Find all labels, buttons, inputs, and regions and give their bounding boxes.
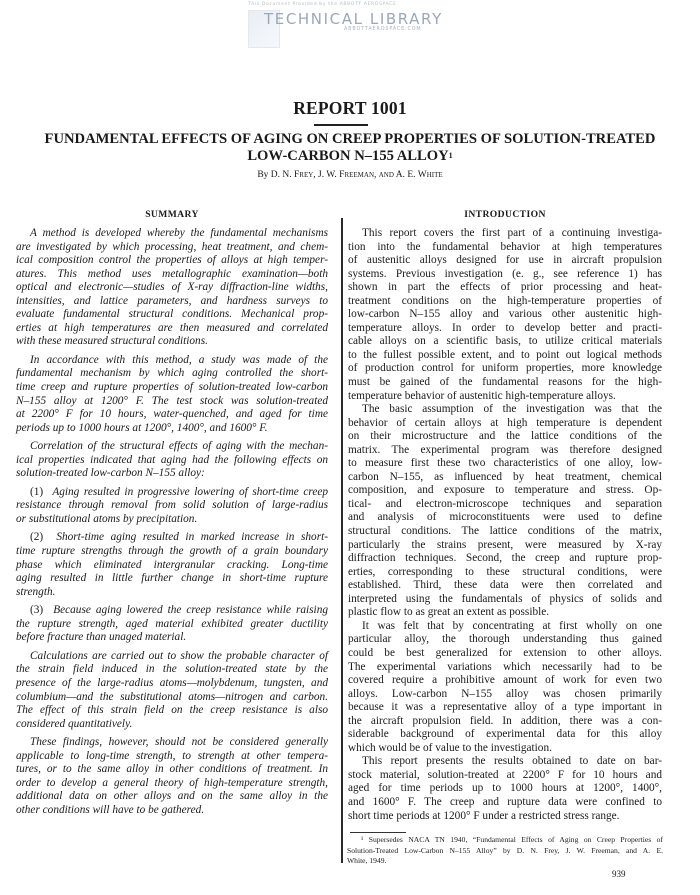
footnote-rule xyxy=(350,832,406,833)
text-line: The effect of this strain field on the creep resistance is also xyxy=(16,704,328,717)
text-line: with these measured structural conditions. xyxy=(16,335,208,348)
title-line-2-text: LOW-CARBON N–155 ALLOY xyxy=(247,148,449,164)
paragraph xyxy=(16,227,328,349)
text-line: the strain field induced in the solution-treated state by the xyxy=(16,663,328,676)
text-line xyxy=(16,604,328,618)
text-line: The basic assumption of the investigation was that the xyxy=(362,403,662,416)
text-line: resistance through removal from solid solution of large-radius xyxy=(16,499,328,512)
list-number: (2) xyxy=(30,531,44,544)
text-line: must be gained of the fundamental reasons for the high- xyxy=(348,376,662,389)
text-line: of production control for uniform properties, more knowledge xyxy=(348,362,662,375)
text-line: solution-treated low-carbon N–155 alloy: xyxy=(16,467,205,480)
paragraph xyxy=(16,531,328,599)
text-line: diffraction techniques. Second, the creep and rupture prop- xyxy=(348,552,662,565)
text-line: time creep and rupture properties of solution-treated low-carbon xyxy=(16,381,328,394)
text-line xyxy=(16,486,328,500)
authors-line xyxy=(0,170,700,180)
abbott-aerospace-watermark xyxy=(248,2,448,44)
text-line: behavior of certain alloys at high temperature is dependent xyxy=(348,416,662,429)
text-line: considered quantitatively. xyxy=(16,717,133,730)
text-line: because it was a representative alloy of a type important in xyxy=(348,701,662,714)
paragraph xyxy=(348,755,662,823)
watermark-provider-text: This Document Provided by the ABBOTT AEROSPACE xyxy=(248,2,397,7)
text-line: or substitutional atoms by precipitation. xyxy=(16,512,198,525)
text-line: are investigated by which processing, heat treatment, and chem- xyxy=(16,240,328,253)
text-line: systems. Previous investigation (e. g., see reference 1) has xyxy=(348,267,662,280)
text-line: N–155 alloy at 1200° F. The test stock was solution-treated xyxy=(16,394,328,407)
text-line: plastic flow to as great an extent as possible. xyxy=(348,606,550,619)
text-line: tion into the fundamental behavior at high temperatures xyxy=(348,240,662,253)
text-line: low-carbon N–155 alloy and various other austenitic high- xyxy=(348,308,662,321)
text-line: composition, and exposure to temperature and stress. Op- xyxy=(348,484,662,497)
text-line: the rupture strength, aged material exhibited greater ductility xyxy=(16,617,328,630)
text-line: aged for time periods up to 1000 hours at 1200°, 1400°, xyxy=(348,782,662,795)
summary-heading: SUMMARY xyxy=(145,209,199,220)
page-number: 939 xyxy=(612,869,626,879)
text-line: before fracture than unaged material. xyxy=(16,631,187,644)
text-line: intensities, and lattice parameters, and hardness surveys to xyxy=(16,294,328,307)
text-line: A method is developed whereby the fundamental mechanisms xyxy=(30,227,328,239)
text-line: Correlation of the structural effects of aging with the mechan- xyxy=(30,440,328,453)
text-line: evaluate fundamental structural conditions. Mechanical prop- xyxy=(16,308,328,321)
text-line: at 2200° F for 10 hours, water-quenched, and aged for time xyxy=(16,408,328,421)
authors-prefix: By xyxy=(257,170,269,180)
text-line: This report covers the first part of a continuing investiga- xyxy=(362,227,662,239)
paragraph xyxy=(16,440,328,481)
text-line: particular alloy, the thorough understanding thus gained xyxy=(348,633,662,646)
text-line: matrix. The experimental program was therefore designed xyxy=(348,443,662,456)
text-line: ical properties indicated that aging had the following effects on xyxy=(16,453,328,466)
summary-body xyxy=(16,227,328,817)
authors-names: D. N. Frey, J. W. Freeman, and A. E. White xyxy=(270,170,443,180)
title-divider xyxy=(314,124,368,126)
paragraph xyxy=(348,620,662,755)
line-text: Short-time aging resulted in marked increase in short- xyxy=(56,531,328,544)
text-line: In accordance with this method, a study was made of the xyxy=(30,353,328,366)
paper-title xyxy=(0,131,700,165)
text-line: periods up to 1000 hours at 1200°, 1400°, and 1600° F. xyxy=(16,421,268,434)
text-line: carbon N–155, as influenced by heat treatment, chemical xyxy=(348,470,662,483)
watermark-library-text: TECHNICAL LIBRARY xyxy=(264,10,443,28)
text-line: This report presents the results obtained to date on bar- xyxy=(362,755,662,768)
footnote xyxy=(347,835,663,867)
text-line: alloys. Low-carbon N–155 alloy was chosen primarily xyxy=(348,687,662,700)
text-line: established. Third, these data were then correlated and xyxy=(348,579,662,592)
report-number: REPORT 1001 xyxy=(293,98,407,118)
footnote-line: ¹ Supersedes NACA TN 1940, “Fundamental Effects of Aging on Creep Properties of xyxy=(361,835,663,844)
paragraph xyxy=(348,403,662,620)
text-line: optical and electronic—studies of X-ray diffraction-line widths, xyxy=(16,281,328,294)
footnote-line: Solution-Treated Low-Carbon N–155 Alloy” by D. N. Frey, J. W. Freeman, and A. E. xyxy=(347,845,663,855)
text-line: applicable to long-time strength, to strength at other tempera- xyxy=(16,749,328,762)
text-line: Calculations are carried out to show the probable character of xyxy=(30,649,328,662)
paragraph xyxy=(16,486,328,527)
title-line-2 xyxy=(0,148,700,165)
line-text: Aging resulted in progressive lowering of short-time creep xyxy=(52,485,328,498)
text-line: fundamental mechanism by which aging controlled the short- xyxy=(16,367,328,380)
summary-column xyxy=(16,208,328,822)
text-line: erties, corresponding to these structural conditions, were xyxy=(348,565,662,578)
footnote-line: White, 1949. xyxy=(347,856,387,865)
text-line: of austenitic alloys designed for use in aircraft propulsion xyxy=(348,254,662,267)
text-line: on their microstructure and the lattice conditions of the xyxy=(348,430,662,443)
text-line xyxy=(16,531,328,545)
introduction-column xyxy=(348,208,662,823)
text-line: siderable background of experimental data for this alloy xyxy=(348,728,662,741)
text-line: to measure first these two characteristics of one alloy, low- xyxy=(348,457,662,470)
column-divider xyxy=(341,218,343,863)
text-line: and analysis of microconstituents were used to define xyxy=(348,511,662,524)
text-line: atures. This method uses metallographic examination—both xyxy=(16,267,328,280)
paragraph xyxy=(16,354,328,435)
text-line: aging resulted in little further change in short-time rupture xyxy=(16,572,328,585)
introduction-body xyxy=(348,227,662,823)
text-line: strength. xyxy=(16,585,56,598)
text-line: and 1600° F. The creep and rupture data were confined to xyxy=(348,795,662,808)
watermark-url: ABBOTTAEROSPACE.COM xyxy=(344,27,422,32)
paragraph xyxy=(348,227,662,403)
title-line-1: FUNDAMENTAL EFFECTS OF AGING ON CREEP PROPERTIES OF SOLUTION-TREATED xyxy=(44,131,656,147)
paragraph xyxy=(16,736,328,817)
text-line: These findings, however, should not be considered generally xyxy=(30,736,328,749)
introduction-heading: INTRODUCTION xyxy=(464,209,546,220)
text-line: erties at high temperatures are then measured and correlated xyxy=(16,321,328,334)
text-line: tical- and electron-microscope techniques and separation xyxy=(348,497,662,510)
text-line: cable alloys on a scientific basis, to utilize critical materials xyxy=(348,335,662,348)
text-line: time rupture strengths through the growth of a grain boundary xyxy=(16,545,328,558)
text-line: treatment conditions on the high-temperature properties of xyxy=(348,294,662,307)
list-number: (3) xyxy=(30,604,44,617)
text-line: to the fullest possible extent, and to point out logical methods xyxy=(348,348,662,361)
text-line: covered require a prohibitive amount of work for even two xyxy=(348,674,662,687)
title-footnote-mark: 1 xyxy=(448,151,453,160)
text-line: The experimental variations which necessarily had to be xyxy=(348,660,662,673)
text-line: short time periods at 1200° F under a restricted stress range. xyxy=(348,809,620,822)
paragraph xyxy=(16,604,328,645)
text-line: presence of the large-radius atoms—molybdenum, tungsten, and xyxy=(16,676,328,689)
text-line: additional data on other alloys and on the same alloy in the xyxy=(16,790,328,803)
text-line: ical composition control the properties of alloys at high temper- xyxy=(16,254,328,267)
list-number: (1) xyxy=(30,485,44,498)
text-line: phase which eliminated intergranular cracking. Long-time xyxy=(16,558,328,571)
text-line: columbium—and the substitutional atoms—nitrogen and carbon. xyxy=(16,690,328,703)
text-line: interpreted using the fundamentals of physics of solids and xyxy=(348,592,662,605)
text-line: order to develop a general theory of high-temperature strength, xyxy=(16,776,328,789)
text-line: particularly the strains present, were measured by X-ray xyxy=(348,538,662,551)
text-line: shown in part the effects of prior processing and heat- xyxy=(348,281,662,294)
text-line: temperature behavior of austenitic high-temperature alloys. xyxy=(348,389,616,402)
text-line: temperature alloys. In order to develop better and practi- xyxy=(348,321,662,334)
text-line: which would be of value to the investigation. xyxy=(348,741,552,754)
text-line: structural conditions. The lattice conditions of the matrix, xyxy=(348,525,662,538)
text-line: other conditions will have to be gathered. xyxy=(16,803,205,816)
paragraph xyxy=(16,650,328,731)
text-line: It was felt that by concentrating at first wholly on one xyxy=(362,619,662,632)
line-text: Because aging lowered the creep resistance while raising xyxy=(53,604,328,617)
text-line: could be best generalized for extension to other alloys. xyxy=(348,646,662,659)
text-line: stock material, solution-treated at 2200° F for 10 hours and xyxy=(348,768,662,781)
text-line: the aircraft propulsion field. In addition, there was a con- xyxy=(348,714,662,727)
text-line: tures, or to the same alloy in other conditions of treatment. In xyxy=(16,763,328,776)
